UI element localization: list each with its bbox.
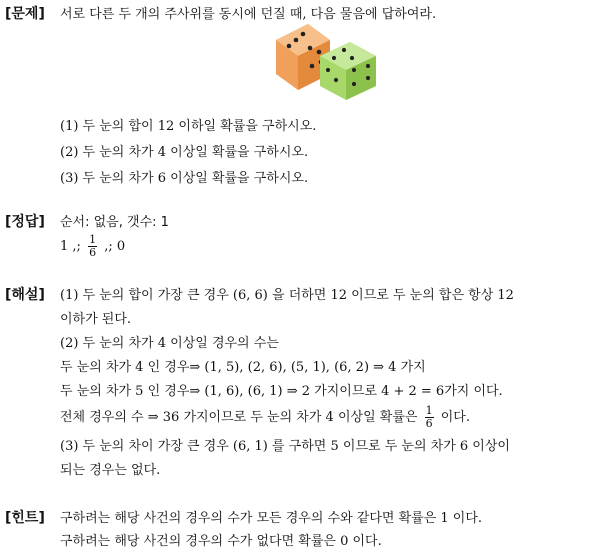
answer-values — [60, 234, 125, 260]
answer-part-1: 1 ,; — [60, 239, 81, 254]
explanation-line-6-text: 전체 경우의 수 ⇒ 36 가지이므로 두 눈의 차가 4 이상일 확률은 — [60, 410, 418, 425]
answer-fraction-numerator: 1 — [89, 233, 97, 246]
explanation-fraction — [425, 405, 434, 430]
dice-illustration — [272, 18, 382, 100]
explanation-tag: [해설] — [5, 287, 45, 303]
hint-tag: [힌트] — [5, 510, 45, 526]
question-2: (2) 두 눈의 차가 4 이상일 확률을 구하시오. — [60, 145, 309, 160]
question-3: (3) 두 눈의 차가 6 이상일 확률을 구하시오. — [60, 171, 309, 186]
explanation-line-4: 두 눈의 차가 4 인 경우⇒ (1, 5), (2, 6), (5, 1), (6, 2) ⇒ 4 가지 — [60, 360, 426, 375]
hint-line-1: 구하려는 해당 사건의 경우의 수가 모든 경우의 수와 같다면 확률은 1 이다. — [60, 511, 483, 526]
explanation-line-7: (3) 두 눈의 차이 가장 큰 경우 (6, 1) 를 구하면 5 이므로 두 눈의 차가 6 이상이 — [60, 439, 510, 454]
explanation-line-3: (2) 두 눈의 차가 4 이상일 경우의 수는 — [60, 336, 279, 351]
problem-intro: 서로 다른 두 개의 주사위를 동시에 던질 때, 다음 물음에 답하여라. — [60, 7, 437, 22]
answer-fraction — [88, 234, 97, 259]
explanation-line-6-end: 이다. — [440, 410, 470, 425]
question-1: (1) 두 눈의 합이 12 이하일 확률을 구하시오. — [60, 119, 317, 134]
explanation-fraction-denominator: 6 — [425, 417, 433, 430]
explanation-line-6 — [60, 404, 470, 432]
hint-line-2: 구하려는 해당 사건의 경우의 수가 없다면 확률은 0 이다. — [60, 534, 382, 549]
answer-part-2: ,; 0 — [104, 239, 126, 254]
explanation-line-5: 두 눈의 차가 5 인 경우⇒ (1, 6), (6, 1) ⇒ 2 가지이므로 4 + 2 = 6가지 이다. — [60, 384, 503, 399]
explanation-line-8: 되는 경우는 없다. — [60, 463, 161, 478]
answer-meta: 순서: 없음, 갯수: 1 — [60, 215, 169, 230]
explanation-fraction-numerator: 1 — [425, 404, 433, 417]
problem-tag: [문제] — [5, 6, 45, 22]
answer-tag: [정답] — [5, 214, 45, 230]
explanation-line-1: (1) 두 눈의 합이 가장 큰 경우 (6, 6) 을 더하면 12 이므로 두 눈의 합은 항상 12 — [60, 288, 514, 303]
explanation-line-2: 이하가 된다. — [60, 312, 132, 327]
answer-fraction-denominator: 6 — [89, 246, 97, 259]
